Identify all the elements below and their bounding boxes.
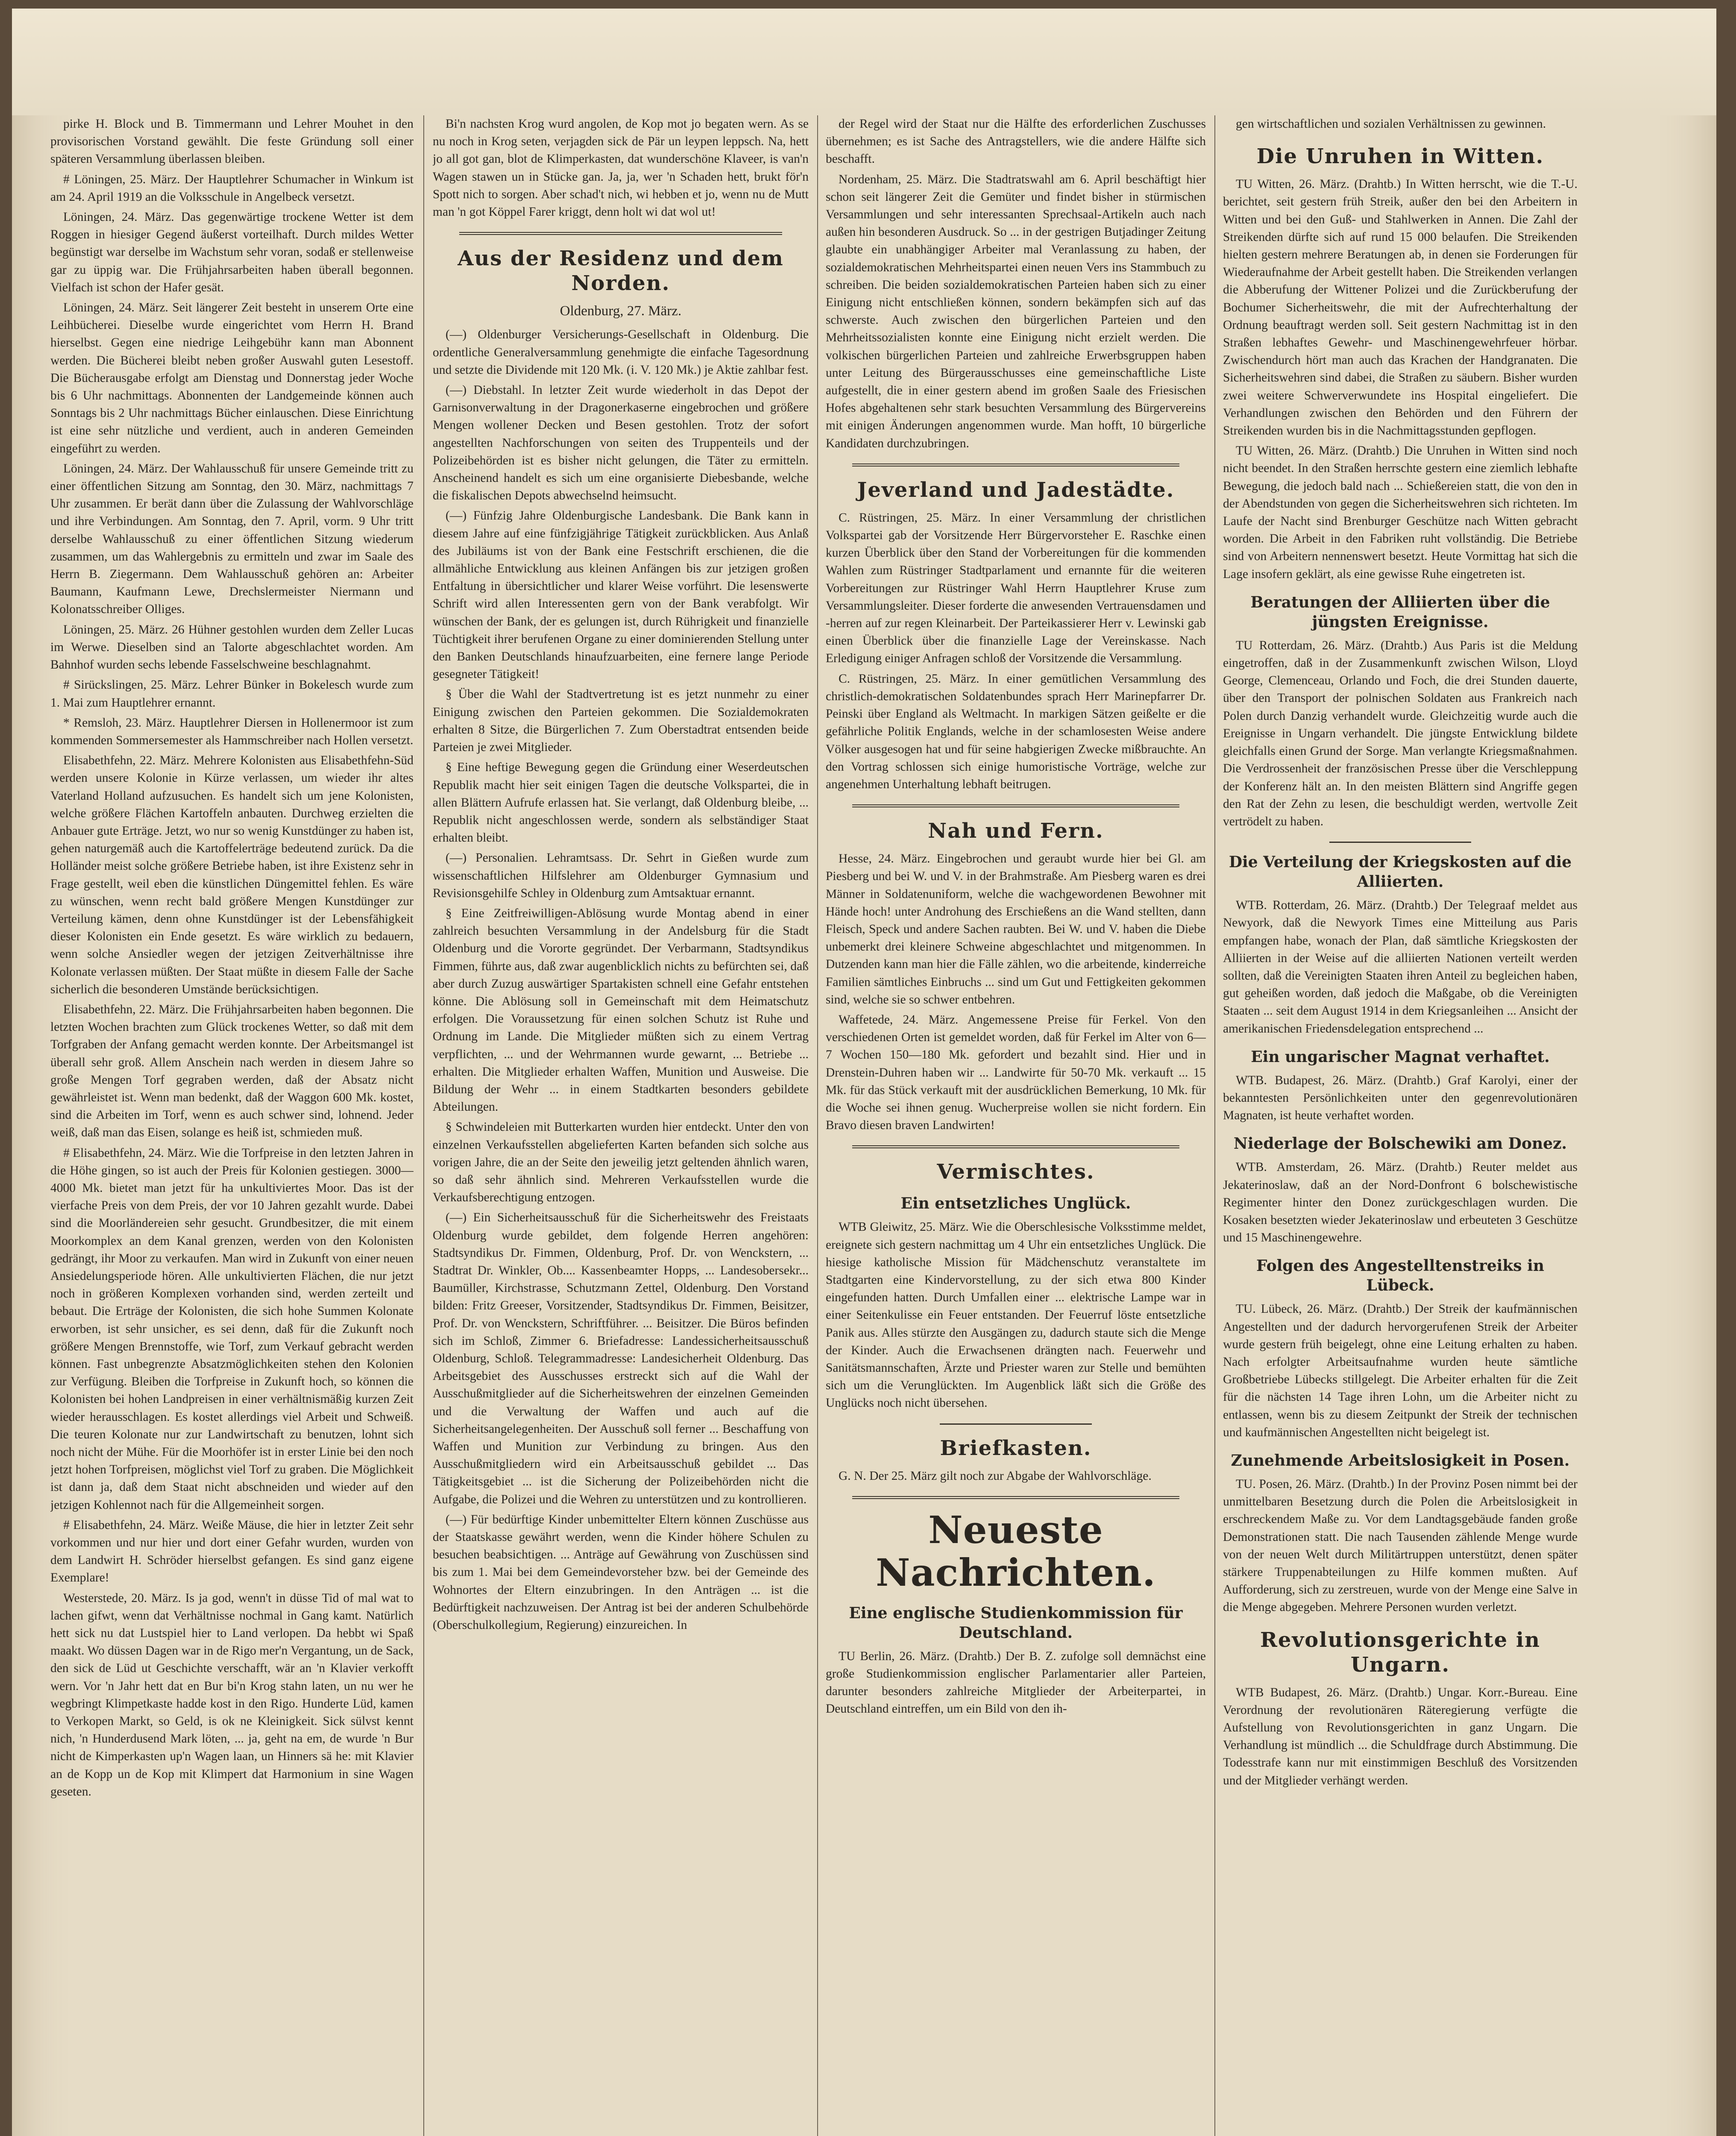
column-rule xyxy=(817,115,818,2136)
section-heading-vermischtes: Vermischtes. xyxy=(937,1160,1095,1184)
article-paragraph: (—) Fünfzig Jahre Oldenburgische Landesbank. Die Bank kann in diesem Jahre auf eine fünfzigjährige Tätigkeit zurückblicken. Aus Anlaß des Jubiläums ist von der Bank eine Festschrift erschienen, die die allmähliche Entwicklung aus kleinen Anfängen bis zur jetzigen großen Entfaltung in übersichtlicher und klarer Weise vorführt. Die lesenswerte Schrift wird allen Interessenten gern von der Bank verabfolgt. Wir wünschen der Bank, der es gelungen ist, durch Rührigkeit und finanzielle Tüchtigkeit ihrer berufenen Organe zu einer dominierenden Stellung unter den Banken Deutschlands hinaufzuarbeiten, eine fernere lange Periode gesegneter Tätigkeit! xyxy=(433,509,809,681)
newspaper-page xyxy=(12,9,1716,2136)
section-heading-jeverland: Jeverland und Jadestädte. xyxy=(857,478,1175,502)
column-3 xyxy=(826,115,1206,2136)
article-paragraph: § Eine heftige Bewegung gegen die Gründung einer Weserdeutschen Republik macht hier seit einigen Tagen die deutsche Volkspartei, die in allen Blättern Aufrufe erlassen hat. Sie verlangt, daß Oldenburg bleibe, ... Republik nicht angeschlossen werde, sondern als selbständiger Staat erhalten bleibt. xyxy=(433,760,809,845)
article-paragraph: C. Rüstringen, 25. März. In einer Versammlung der christlichen Volkspartei gab der Vorsitzende Herr Bürgervorsteher E. Raschke einen kurzen Überblick über den Stand der Vorbereitungen für die kommenden Wahlen zum Rüstringer Stadtparlament und ernannte für die weiteren Vorbereitungen zur Rüstringer Wahl Herrn Hauptlehrer Kruse zum Versammlungsleiter. Dieser forderte die anwesenden Vertrauensdamen und -herren auf zur regen Kleinarbeit. Der Parteikassierer Herr v. Lewinski gab einen Überblick über die finanzielle Lage der Vereinskasse. Nach Erledigung einiger Anfragen schloß der Vorsitzende die Versammlung. xyxy=(826,511,1206,666)
column-rule xyxy=(423,115,424,2136)
section-divider xyxy=(852,804,1179,807)
column-2 xyxy=(433,115,809,2136)
article-paragraph: # Löningen, 25. März. Der Hauptlehrer Schumacher in Winkum ist am 24. April 1919 an die Volksschule in Angelbeck versetzt. xyxy=(50,172,413,204)
article-paragraph: Waffetede, 24. März. Angemessene Preise für Ferkel. Von den verschiedenen Orten ist gemeldet worden, daß für Ferkel im Alter von 6—7 Wochen 150—180 Mk. gefordert und bezahlt sind. Hier und in Drenstein-Duhren haben wir ... Landwirte für 50-70 Mk. verkauft ... 15 Mk. für das Stück verkauft mit der ausdrücklichen Bemerkung, 10 Mk. für die Woche sei ihnen genug. Wucherpreise wollen sie nicht fordern. Ein Bravo diesen braven Landwirten! xyxy=(826,1012,1206,1133)
article-paragraph: Löningen, 25. März. 26 Hühner gestohlen wurden dem Zeller Lucas im Werwe. Dieselben sind an Talorte abgeschlachtet worden. Am Bahnhof wurden sechs lebende Fasselschweine beschlagnahmt. xyxy=(50,622,413,672)
article-paragraph: (—) Für bedürftige Kinder unbemittelter Eltern können Zuschüsse aus der Staatskasse gewährt werden, wenn die Kinder höhere Schulen zu besuchen beabsichtigen. ... Anträge auf Gewährung von Zuschüssen sind bis zum 1. Mai bei dem Gemeindevorsteher bzw. bei der Gemeinde des Wohnortes der Eltern einzubringen. In den Anträgen ... ist die Bedürftigkeit nachzuweisen. Der Antrag ist bei der anderen Schulbehörde (Oberschulkollegium, Regierung) einzureichen. In xyxy=(433,1512,809,1632)
article-paragraph: TU Rotterdam, 26. März. (Drahtb.) Aus Paris ist die Meldung eingetroffen, daß in der Zusammenkunft zwischen Wilson, Lloyd George, Clemenceau, Orlando und Foch, die drei Stunden dauerte, über den Transport der polnischen Soldaten aus Frankreich nach Polen durch Danzig verhandelt wurde. Gleichzeitig wurde auch die Ereignisse in Ungarn verhandelt. Die jüngste Entwicklung bildete gleichfalls einen Grund der Sorge. Man verlangte Kriegsmaßnahmen. Die Verdrossenheit der französischen Presse über die Verschleppung der Konferenz hält an. In den meisten Blättern sind Angriffe gegen den Rat der Zehn zu lesen, die beschuldigt werden, wertvolle Zeit vertrödelt zu haben. xyxy=(1223,638,1578,828)
article-paragraph: § Eine Zeitfreiwilligen-Ablösung wurde Montag abend in einer zahlreich besuchten Versammlung in der Andelsburg für die Stadt Oldenburg und die Vororte gegründet. Der Verbarmann, Stadtsyndikus Fimmen, führte aus, daß zwar augenblicklich nichts zu befürchten sei, daß aber durch Zuzug auswärtiger Spartakisten schnell eine Gefahr entstehen könne. Die Ablösung soll in Gemeinschaft mit dem Heimatschutz erfolgen. Die Voraussetzung für einen solchen Schutz ist Ruhe und Ordnung im Lande. Die Mitglieder müßten sich zu einem Vertrag verpflichten, ... und der Wehrmannen wurde gewarnt, ... Betriebe ... erhalten. Die Mitglieder erhalten Waffen, Munition und Ausweise. Die Bildung der Wehr ... in einem Stadtkarten besonders gebildete Abteilungen. xyxy=(433,906,809,1114)
section-heading-neueste-nachrichten: Neueste Nachrichten. xyxy=(876,1507,1156,1595)
article-paragraph: § Über die Wahl der Stadtvertretung ist es jetzt nunmehr zu einer Einigung zwischen den Parteien gekommen. Die Sozialdemokraten erhalten 8 Sitze, die Bürgerlichen 7. Zum Oberstadtrat entsenden beide Parteien je zwei Mitglieder. xyxy=(433,687,809,754)
article-paragraph: TU. Lübeck, 26. März. (Drahtb.) Der Streik der kaufmännischen Angestellten und der dadurch hervorgerufenen Streik der Arbeiter wurde gestern früh beigelegt, ohne eine Leitung erhalten zu haben. Nach erfolgter Arbeitsaufnahme wurden heute sämtliche Großbetriebe Lübecks stillgelegt. Die Arbeiter erhalten für die Zeit für die nächsten 14 Tage ihren Lohn, um die Arbeiter nicht zu entlassen, wenn bis zu diesem Zeitpunkt der Streik der technischen und kaufmännischen Angestellten nicht beigelegt ist. xyxy=(1223,1302,1578,1439)
section-divider xyxy=(852,1145,1179,1148)
article-paragraph: # Elisabethfehn, 24. März. Wie die Torfpreise in den letzten Jahren in die Höhe gingen, so ist auch der Preis für Kolonien gestiegen. 3000—4000 Mk. bietet man jetzt für ha unkultiviertes Moor. Das ist der vierfache Preis von dem Preis, der vor 10 Jahren gezahlt wurde. Dabei sind die Moorländereien sehr gesucht. Grundbesitzer, die mit einem Moorkomplex an dem Kanal grenzen, werden von den Kolonisten gedrängt, ihr Moor zu verkaufen. Man wird in Zukunft von einer neuen Ansiedelungsperiode hören. Alle unkultivierten Flächen, die nur jetzt noch in größeren Komplexen vorhanden sind, werden zerteilt und bebaut. Die Erträge der Kolonisten, die sich hohe Summen Kolonate erworben, ist sehr unsicher, es sei denn, daß für die Zukunft noch größere Mengen Brennstoffe, wie Torf, zum Verkauf gebracht werden können. Fast unbegrenzte Absatzmöglichkeiten stehen den Kolonien zur Verfügung. Bleiben die Torfpreise in Zukunft hoch, so können die Kolonisten bei hohen Landpreisen in einer verhältnismäßig kurzen Zeit wieder herausschlagen. Es kostet allerdings viel Arbeit und Schweiß. Die teuren Kolonate nur zur Landwirtschaft zu benutzen, lohnt sich noch nicht der Mühe. Für die Moorhöfer ist in erster Linie bei den noch jetzt hohen Torfpreisen, möglichst viel Torf zu graben. Die Möglichkeit ist dann ja, daß dem Staat nicht abschneiden und wieder auf den jetzigen Kohlennot nach für die Allgemeinheit sorgen. xyxy=(50,1146,413,1512)
article-paragraph: WTB Gleiwitz, 25. März. Wie die Oberschlesische Volksstimme meldet, ereignete sich gestern nachmittag um 4 Uhr ein entsetzliches Unglück. Die hiesige katholische Mission für Mädchenschutz veranstaltete im Stadtgarten eine Kindervorstellung, zu der sich etwa 800 Kinder eingefunden hatten. Durch Umfallen einer ... elektrische Lampe war in einer Seitenkulisse ein Feuer entstanden. Der Feuerruf löste entsetzliche Panik aus. Alles stürzte den Ausgängen zu, dadurch staute sich die Menge der Kinder. Auch die Erwachsenen drängten nach. Feuerwehr und Sanitätsmannschaften, Ärzte und Priester waren zur Stelle und bemühten sich um die Verunglückten. Im Augenblick läßt sich die Größe des Unglücks noch nicht übersehen. xyxy=(826,1220,1206,1410)
article-paragraph: TU Witten, 26. März. (Drahtb.) Die Unruhen in Witten sind noch nicht beendet. In den Straßen herrschte gestern eine ziemlich lebhafte Bewegung, die jedoch bald nach ... Schießereien statt, die von den in der Abendstunden von gegen die Sicherheitswehren sich richteten. Im Laufe der Nacht sind Brenburger Geschütze nach Witten gebracht worden. Die Arbeit in den Fabriken ruht vollständig. Die Betriebe sind von Arbeitern nennenswert besetzt. Heute Vormittag hat sich die Lage insofern geklärt, als eine gewisse Ruhe eingetreten ist. xyxy=(1223,444,1578,581)
article-paragraph: WTB Budapest, 26. März. (Drahtb.) Ungar. Korr.-Bureau. Eine Verordnung der revolutionären Räteregierung verfügte die Aufstellung von Revolutionsgerichten in ganz Ungarn. Die Verhandlung ist mündlich ... die Schuldfrage durch Abstimmung. Die Todesstrafe kann nur mit einstimmigen Beschluß des Vorsitzenden und der Mitglieder verhängt werden. xyxy=(1223,1685,1578,1787)
article-headline: Zunehmende Arbeitslosigkeit in Posen. xyxy=(1231,1451,1570,1470)
article-paragraph: Hesse, 24. März. Eingebrochen und geraubt wurde hier bei Gl. am Piesberg und bei W. und V. in der Brahmstraße. Am Piesberg waren es drei Männer in Soldatenuniform, welche die wachgewordenen Bewohner mit Hände hoch! unter Androhung des Erschießens an die Wand stellten, dann Fleisch, Speck und andere Sachen raubten. Bei W. und V. haben die Diebe unbemerkt drei kleinere Schweine abgeschlachtet und mitgenommen. In Dutzenden kann man hier die Fälle zählen, wo die arbeitende, kinderreiche Familien sämtliches Einbruchs ... sind um Gut und Fettigkeiten gekommen sind, welche sie so schwer entbehren. xyxy=(826,852,1206,1006)
article-headline: Ein ungarischer Magnat verhaftet. xyxy=(1251,1047,1550,1066)
article-paragraph: WTB. Budapest, 26. März. (Drahtb.) Graf Karolyi, einer der bekanntesten Persönlichkeiten unter den gegenrevolutionären Magnaten, ist heute verhaftet worden. xyxy=(1223,1073,1578,1123)
section-divider xyxy=(852,1496,1179,1499)
article-paragraph: (—) Oldenburger Versicherungs-Gesellschaft in Oldenburg. Die ordentliche Generalversammlung genehmigte die einfache Tagesordnung und setzte die Dividende mit 120 Mk. (i. V. 120 Mk.) je Aktie zahlbar fest. xyxy=(433,328,809,377)
section-heading-nah-und-fern: Nah und Fern. xyxy=(928,819,1104,843)
column-1 xyxy=(50,115,413,2136)
article-headline: Die Unruhen in Witten. xyxy=(1256,144,1544,169)
article-paragraph: TU Berlin, 26. März. (Drahtb.) Der B. Z. zufolge soll demnächst eine große Studienkommission englischer Parlamentarier aller Parteien, darunter besonders zahlreiche Mitglieder der Arbeiterpartei, in Deutschland eintreffen, um ein Bild von den ih- xyxy=(826,1649,1206,1716)
dateline: Oldenburg, 27. März. xyxy=(560,303,682,319)
section-divider xyxy=(1329,842,1471,843)
column-4 xyxy=(1223,115,1578,2136)
briefkasten-text: G. N. Der 25. März gilt noch zur Abgabe der Wahlvorschläge. xyxy=(839,1469,1152,1483)
article-paragraph: Löningen, 24. März. Der Wahlausschuß für unsere Gemeinde tritt zu einer öffentlichen Sitzung am Sonntag, den 30. März, nachmittags 7 Uhr zusammen. Er berät dann über die Zulassung der Wahlvorschläge und ihre Verbindungen. Am Sonntag, den 7. April, vorm. 9 Uhr tritt derselbe Wahlausschuß zu einer öffentlichen Sitzung wiederum zusammen, um das Wahlergebnis zu ermitteln und zwar im Saale des Herrn B. Ziegermann. Dem Wahlausschuß gehören an: Arbeiter Baumann, Kaufmann Lewe, Drechslermeister Niermann und Kolonatsschreiber Olliges. xyxy=(50,461,413,616)
article-paragraph: # Elisabethfehn, 24. März. Weiße Mäuse, die hier in letzter Zeit sehr vorkommen und nur hier und dort einer Gefahr wurden, wurden von dem Landwirt H. Schröder hierselbst gefangen. Es sind ganz eigene Exemplare! xyxy=(50,1518,413,1585)
article-paragraph: Elisabethfehn, 22. März. Die Frühjahrsarbeiten haben begonnen. Die letzten Wochen brachten zum Glück trockenes Wetter, so daß mit dem Torfgraben der Anfang gemacht werden konnte. Der Arbeitsmangel ist überall sehr groß. Allem Anschein nach werden in diesem Jahre so große Mengen Torf gegraben werden, daß der Absatz nicht gewährleistet ist. Wenn man bedenkt, daß der Waggon 600 Mk. kostet, sind die Arbeiten im Torf, wenn es auch schwer sind, lohnend. Jeder weiß, daß man das Eisen, solange es heiß ist, schmieden muß. xyxy=(50,1002,413,1140)
article-paragraph: (—) Ein Sicherheitsausschuß für die Sicherheitswehr des Freistaats Oldenburg wurde gebildet, dem folgende Herren angehören: Stadtsyndikus Dr. Fimmen, Oldenburg, Prof. Dr. von Wenckstern, ... Stadtrat Dr. Winkler, Ob.... Kassenbeamter Hopps, ... Landesobersekr... Baumüller, Kirchstrasse, Schutzmann Zettel, Oldenburg. Den Vorstand bilden: Fritz Greeser, Vorsitzender, Stadtsyndikus Dr. Fimmen, Beisitzer, Prof. Dr. von Wenckstern, Schriftführer. ... Beisitzer. Die Büros befinden sich im Schloß, Zimmer 6. Briefadresse: Landessicherheitsausschuß Oldenburg, Schloß. Telegrammadresse: Landesicherheit Oldenburg. Das Arbeitsgebiet des Ausschusses erstreckt sich auf die Wahl der Ausschußmitglieder auf die Sicherheitswehren der einzelnen Gemeinden und die Verwaltung der Waffen und auch auf die Sicherheitsangelegenheiten. Der Ausschuß soll ferner ... Beschaffung von Waffen und Munition zur Verbindung zu bringen. Aus den Ausschußmitgliedern wird ein Arbeitsausschuß gebildet ... Das Tätigkeitsgebiet ... ist die Sicherung der Polizeibehörden nicht die Aufgabe, die Polizei und die Wehren zu unterstützen und zu kontrollieren. xyxy=(433,1211,809,1506)
article-paragraph: § Schwindeleien mit Butterkarten wurden hier entdeckt. Unter den von einzelnen Verkaufsstellen abgelieferten Karten befanden sich solche aus vorigen Jahre, die an der Seite den jeweilig jetzt geltenden ähnlich waren, so daß sehr ähnlich sind. Mehreren Verkaufsstellen wurde die Verkaufsberechtigung entzogen. xyxy=(433,1120,809,1205)
article-paragraph: Bi'n nachsten Krog wurd angolen, de Kop mot jo begaten wern. As se nu noch in Krog seten, verjagden sick de Pär un leypen leppsch. Na, hett jo all got gan, blot de Klimperkasten, dat wunderschöne Klaveer, is van'n Wagen stawen un in Stücke gan. Ja, ja, wer 'n Schaden hett, brukt för'n Spott nich to sorgen. Aber schad't nich, wi hebben et jo, wenn nu de Mutt man 'n got Köppel Farer kriggt, denn holt wi dat wol ut! xyxy=(433,117,809,219)
article-paragraph: (—) Diebstahl. In letzter Zeit wurde wiederholt in das Depot der Garnisonverwaltung in der Dragonerkaserne eingebrochen und größere Mengen wollener Decken und Besen gestohlen. Trotz der sofort angestellten Nachforschungen von seiten des Truppenteils und der Polizeibehörden ist es bisher nicht gelungen, die Täter zu ermitteln. Anscheinend handelt es sich um eine organisierte Diebesbande, welche die fiskalischen Depots abwechselnd heimsucht. xyxy=(433,383,809,503)
article-headline: Folgen des Angestelltenstreiks in Lübeck. xyxy=(1256,1257,1544,1295)
article-paragraph: TU Witten, 26. März. (Drahtb.) In Witten herrscht, wie die T.-U. berichtet, seit gestern früh Streik, außer den bei den Arbeitern in Witten und bei den Guß- und Stahlwerken in Annen. Die Zahl der Streikenden dürfte sich auf rund 15 000 belaufen. Die Streikenden hielten gestern mehrere Beratungen ab, in denen sie Forderungen für Wiederaufnahme der Arbeit gestellt haben. Die Streikenden verlangen die Abberufung der Wittener Polizei und die Zurückberufung der Bochumer Sicherheitswehr, die mit der Aufrechterhaltung der Ordnung beauftragt werden soll. Seit gestern Nachmittag ist in den Straßen lebhaftes Gewehr- und Maschinengewehrfeuer hörbar. Zwischendurch hört man auch das Krachen der Handgranaten. Die Sicherheitswehren sind dabei, die Straßen zu säubern. Bisher wurden zwei weitere Schwerverwundete ins Hospital eingeliefert. Die Verhandlungen zwischen den Behörden und den Führern der Streikenden wurden bis in die Nachmittagsstunden gepflogen. xyxy=(1223,177,1578,438)
article-headline: Die Verteilung der Kriegskosten auf die Alliierten. xyxy=(1229,853,1572,891)
paragraph: gen wirtschaftlichen und sozialen Verhältnissen zu gewinnen. xyxy=(1236,117,1546,131)
section-heading-briefkasten: Briefkasten. xyxy=(940,1436,1092,1460)
article-paragraph: Nordenham, 25. März. Die Stadtratswahl am 6. April beschäftigt hier schon seit längerer Zeit die Gemüter und findet bisher in stürmischen Versammlungen und sehr interessanten Sprechsaal-Artikeln auch nach außen hin besonderen Ausdruck. So ... in der gestrigen Butjadinger Zeitung glaubte ein unabhängiger Arbeiter mal Veranlassung zu haben, der sozialdemokratischen Mehrheitspartei einen neuen Vers ins Stammbuch zu schreiben. Die beiden sozialdemokratischen Parteien haben sich zu einer Einigung nicht entschließen können, sondern bekämpfen sich auf das schwerste. Auch zwischen den bürgerlichen Parteien und den Mehrheitssozialisten konnte eine Einigung nicht erzielt werden. Die volkischen bürgerlichen Parteien und zahlreiche Erwerbsgruppen haben unter Leitung des Bürgerausschusses eine gemeinschaftliche Liste aufgestellt, die in einer gestern abend im großen Saale des Friesischen Hofes abgehaltenen sehr stark besuchten Versammlung des Bürgervereins mit einigen Änderungen angenommen wurde. Man hofft, 10 bürgerliche Kandidaten durchzubringen. xyxy=(826,172,1206,450)
article-paragraph: C. Rüstringen, 25. März. In einer gemütlichen Versammlung des christlich-demokratischen Soldatenbundes sprach Herr Marinepfarrer Dr. Peinski über England als Weltmacht. In markigen Sätzen geißelte er die gefährliche Politik Englands, welche in der schamlosesten Weise andere Völker ausgesogen hat und für seine habgierigen Zwecke mißbrauchte. An den Vortrag schlossen sich einige humoristische Vorträge, welche zur angenehmen Unterhaltung lebhaft beitrugen. xyxy=(826,672,1206,791)
article-paragraph: * Remsloh, 23. März. Hauptlehrer Diersen in Hollenermoor ist zum kommenden Sommersemester als Hammschreiber nach Hollen versetzt. xyxy=(50,716,413,747)
article-paragraph: Löningen, 24. März. Das gegenwärtige trockene Wetter ist dem Roggen in hiesiger Gegend äußerst vorteilhaft. Durch mildes Wetter begünstigt war derselbe im Wachstum sehr voran, sodaß er stellenweise gar zu üppig war. Die Frühjahrsarbeiten haben überall begonnen. Vielfach ist schon der Hafer gesät. xyxy=(50,210,413,294)
article-paragraph: Elisabethfehn, 22. März. Mehrere Kolonisten aus Elisabethfehn-Süd werden unsere Kolonie in Kürze verlassen, um wieder ihr altes Vaterland Holland aufzusuchen. Es handelt sich um jene Kolonisten, welche größere Flächen Kartoffeln anbauten. Durchweg erzielten die Anbauer gute Erträge. Jetzt, wo nur so wenig Kunstdünger zu haben ist, gehen naturgemäß auch die Kartoffelerträge bedeutend zurück. Da die Holländer meist solche größere Betriebe haben, ist ihre Existenz sehr in Frage gestellt, weil eben die künstlichen Düngemittel fehlen. Es wäre zu wünschen, wenn recht bald größere Mengen Kunstdünger zur Verteilung kämen, denn ohne Kunstdünger ist der Lebensfähigkeit dieser Kolonisten ein Ende gesetzt. Es wäre wirklich zu bedauern, wenn solche Ansiedler wegen der jetzigen Zeitverhältnisse ihre Kolonate verlassen müßten. Der Staat müßte in diesem Falle der Sache sicherlich die besonderen Umstände berücksichtigen. xyxy=(50,754,413,996)
article-paragraph: TU. Posen, 26. März. (Drahtb.) In der Provinz Posen nimmt bei der unmittelbaren Besetzung durch die Polen die Arbeitslosigkeit in erschreckendem Maße zu. Vor dem Landtagsgebäude fanden große Demonstrationen statt. Die nach Tausenden zählende Menge wurde von der neuen Welt durch Militärtruppen unterstützt, denen später stärkere Truppenabteilungen zu Hilfe kommen mußten. Auf Aufforderung, sich zu zerstreuen, wurde von der Menge eine Salve in die Menge abgegeben. Mehrere Personen wurden verletzt. xyxy=(1223,1477,1578,1614)
article-paragraph: Westerstede, 20. März. Is ja god, wenn't in düsse Tid of mal wat to lachen gifwt, wenn dat Verhältnisse nochmal in Gang kamt. Natürlich hett sick nu dat Lustspiel hier to Land verlopen. Da hebbt wi Spaß maakt. Wo düssen Dagen war in de Rigo mer'n Vergantung, un de Sack, den sick de Lüd ut Geschichte verschafft, wär an 'n Klavier verkofft wern. Vor 'n Jahr hett dat en Bur bi'n Krog stahn laten, un nu wer he wegbringt Klimpetkaste hadde kost in den Rigo. Hunderte Lüd, kamen to Verkopen Markt, so Geld, is ok ne Kleinigkeit. Sick sülvst kennt nich, 'n Hunderdusend Mark löten, ... ja, geht na em, de wurde 'n Bur nicht de Kimperkasten up'n Wagen laan, un Hinners sä he: mit Klavier an de Kopp un de Kop mit Klimpert dat Harmonium in sine Wagen geseten. xyxy=(50,1591,413,1799)
article-paragraph: WTB. Amsterdam, 26. März. (Drahtb.) Reuter meldet aus Jekaterinoslaw, daß an der Nord-Donfront 6 bolschewistische Regimenter hinter den Donez zurückgeschlagen wurden. Die Kosaken besetzten wieder Jekaterinoslaw und erbeuteten 3 Geschütze und 15 Maschinengewehre. xyxy=(1223,1160,1578,1245)
article-paragraph: WTB. Rotterdam, 26. März. (Drahtb.) Der Telegraaf meldet aus Newyork, daß die Newyork Times eine Mitteilung aus Paris empfangen habe, wonach der Plan, daß sämtliche Kriegskosten der Alliierten in der Weise auf die alliierten Nationen verteilt werden sollten, daß die Vereinigten Staaten ihren Anteil zu begleichen haben, gut geheißen worden, daß jedoch die Maßgabe, ob die Vereinigten Staaten ... seit dem August 1914 in dem Kriegsanleihen ... Ansicht der amerikanischen Friedensdelegation entsprechend ... xyxy=(1223,898,1578,1036)
article-headline: Niederlage der Bolschewiki am Donez. xyxy=(1233,1135,1567,1153)
article-headline: Revolutionsgerichte in Ungarn. xyxy=(1260,1628,1541,1677)
article-paragraph: der Regel wird der Staat nur die Hälfte des erforderlichen Zuschusses übernehmen; es ist Sache des Antragstellers, wie die andere Hälfte sich beschafft. xyxy=(826,117,1206,166)
section-divider xyxy=(852,464,1179,467)
article-paragraph: # Sirückslingen, 25. März. Lehrer Bünker in Bokelesch wurde zum 1. Mai zum Hauptlehrer ernannt. xyxy=(50,678,413,710)
article-paragraph: Löningen, 24. März. Seit längerer Zeit besteht in unserem Orte eine Leihbücherei. Dieselbe wurde eingerichtet vom Herrn H. Brand hierselbst. Gegen eine niedrige Leihgebühr kann man Abonnent werden. Die Bücherei bleibt neben großer Auswahl guten Lesestoff. Die Bücherausgabe erfolgt am Dienstag und Donnerstag jeder Woche bis 6 Uhr nachmittags. Abonnenten der Landgemeinde können auch Sonntags bis 2 Uhr nachmittags Bücher einlauschen. Diese Einrichtung ist eine sehr nützliche und verdient, auch in anderen Gemeinden eingeführt zu werden. xyxy=(50,301,413,455)
article-headline: Ein entsetzliches Unglück. xyxy=(900,1194,1131,1213)
column-rule xyxy=(1214,115,1215,2136)
article-headline: Beratungen der Alliierten über die jüngsten Ereignisse. xyxy=(1250,593,1550,631)
section-divider xyxy=(459,232,783,235)
section-heading-residenz: Aus der Residenz und dem Norden. xyxy=(457,246,784,296)
page-top-margin xyxy=(12,9,1716,115)
section-divider xyxy=(940,1423,1092,1425)
article-headline: Eine englische Studienkommission für Deutschland. xyxy=(849,1604,1183,1642)
article-paragraph: (—) Personalien. Lehramtsass. Dr. Sehrt in Gießen wurde zum wissenschaftlichen Hilfslehrer am Oldenburger Gymnasium und Revisionsgehilfe Schley in Oldenburg zum Amtsaktuar ernannt. xyxy=(433,851,809,900)
article-paragraph: pirke H. Block und B. Timmermann und Lehrer Mouhet in den provisorischen Vorstand gewählt. Die feste Gründung soll einer späteren Versammlung überlassen bleiben. xyxy=(50,117,413,166)
